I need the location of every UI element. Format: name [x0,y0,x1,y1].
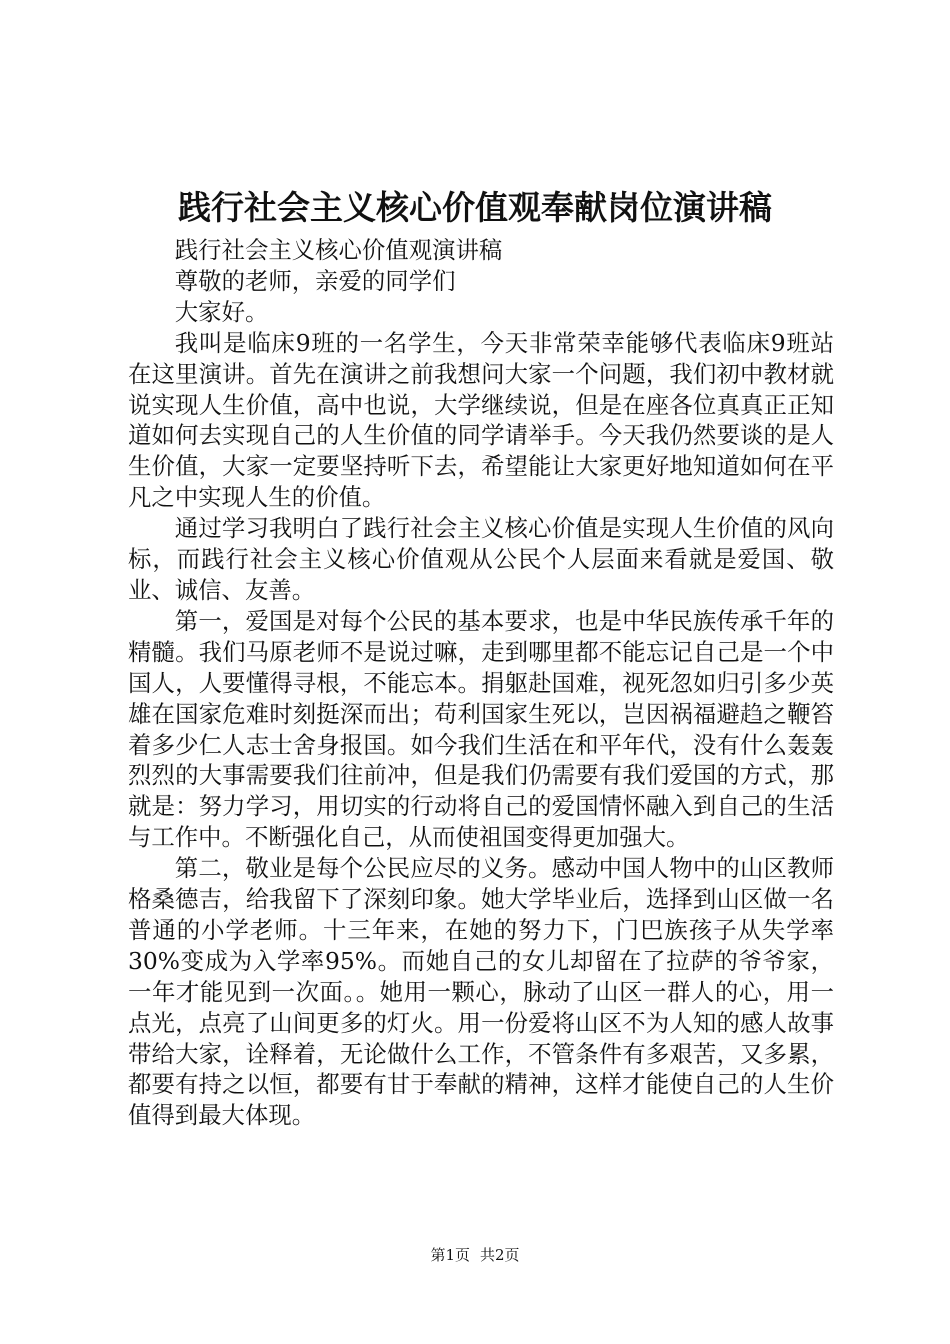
paragraph-subtitle: 践行社会主义核心价值观演讲稿 [174,236,503,264]
paragraph-introduction: 我叫是临床9班的一名学生，今天非常荣幸能够代表临床9班站在这里演讲。首先在演讲之前我想问大家一个问题，我们初中教材就说实现人生价值，高中也说，大学继续说，但是在座各位真真正正知道如何去实现自己的人生价值的同学请举手。今天我仍然要谈的是人生价值，大家一定要坚持听下去，希望能让大家更好地知道如何在平凡之中实现人生的价值。 [128,328,834,512]
paragraph-core-values: 通过学习我明白了践行社会主义核心价值是实现人生价值的风向标，而践行社会主义核心价值观从公民个人层面来看就是爱国、敬业、诚信、友善。 [128,514,834,604]
page-number-total: 共2页 [480,1246,520,1264]
paragraph-dedication: 第二，敬业是每个公民应尽的义务。感动中国人物中的山区教师格桑德吉，给我留下了深刻印象。她大学毕业后，选择到山区做一名普通的小学老师。十三年来，在她的努力下，门巴族孩子从失学率30%变成为入学率95%。而她自己的女儿却留在了拉萨的爷爷家，一年才能见到一次面。。她用一颗心，脉动了山区一群人的心，用一点光，点亮了山间更多的灯火。用一份爱将山区不为人知的感人故事带给大家，诠释着，无论做什么工作，不管条件有多艰苦，又多累，都要有持之以恒，都要有甘于奉献的精神，这样才能使自己的人生价值得到最大体现。 [128,854,834,1130]
paragraph-salutation: 尊敬的老师，亲爱的同学们 [174,266,456,295]
paragraph-greeting: 大家好。 [174,297,269,326]
document-body [128,235,834,1131]
paragraph-patriotism: 第一，爱国是对每个公民的基本要求，也是中华民族传承千年的精髓。我们马原老师不是说过嘛，走到哪里都不能忘记自己是一个中国人，人要懂得寻根，不能忘本。捐躯赴国难，视死忽如归引多少英雄在国家危难时刻挺深而出；苟利国家生死以，岂因祸福避趋之鞭笞着多少仁人志士舍身报国。如今我们生活在和平年代，没有什么轰轰烈烈的大事需要我们往前冲，但是我们仍需要有我们爱国的方式，那就是：努力学习，用切实的行动将自己的爱国情怀融入到自己的生活与工作中。不断强化自己，从而使祖国变得更加强大。 [128,606,834,852]
page-number-current: 第1页 [430,1246,470,1264]
page-footer [0,1245,950,1265]
document-title: 践行社会主义核心价值观奉献岗位演讲稿 [178,188,772,227]
